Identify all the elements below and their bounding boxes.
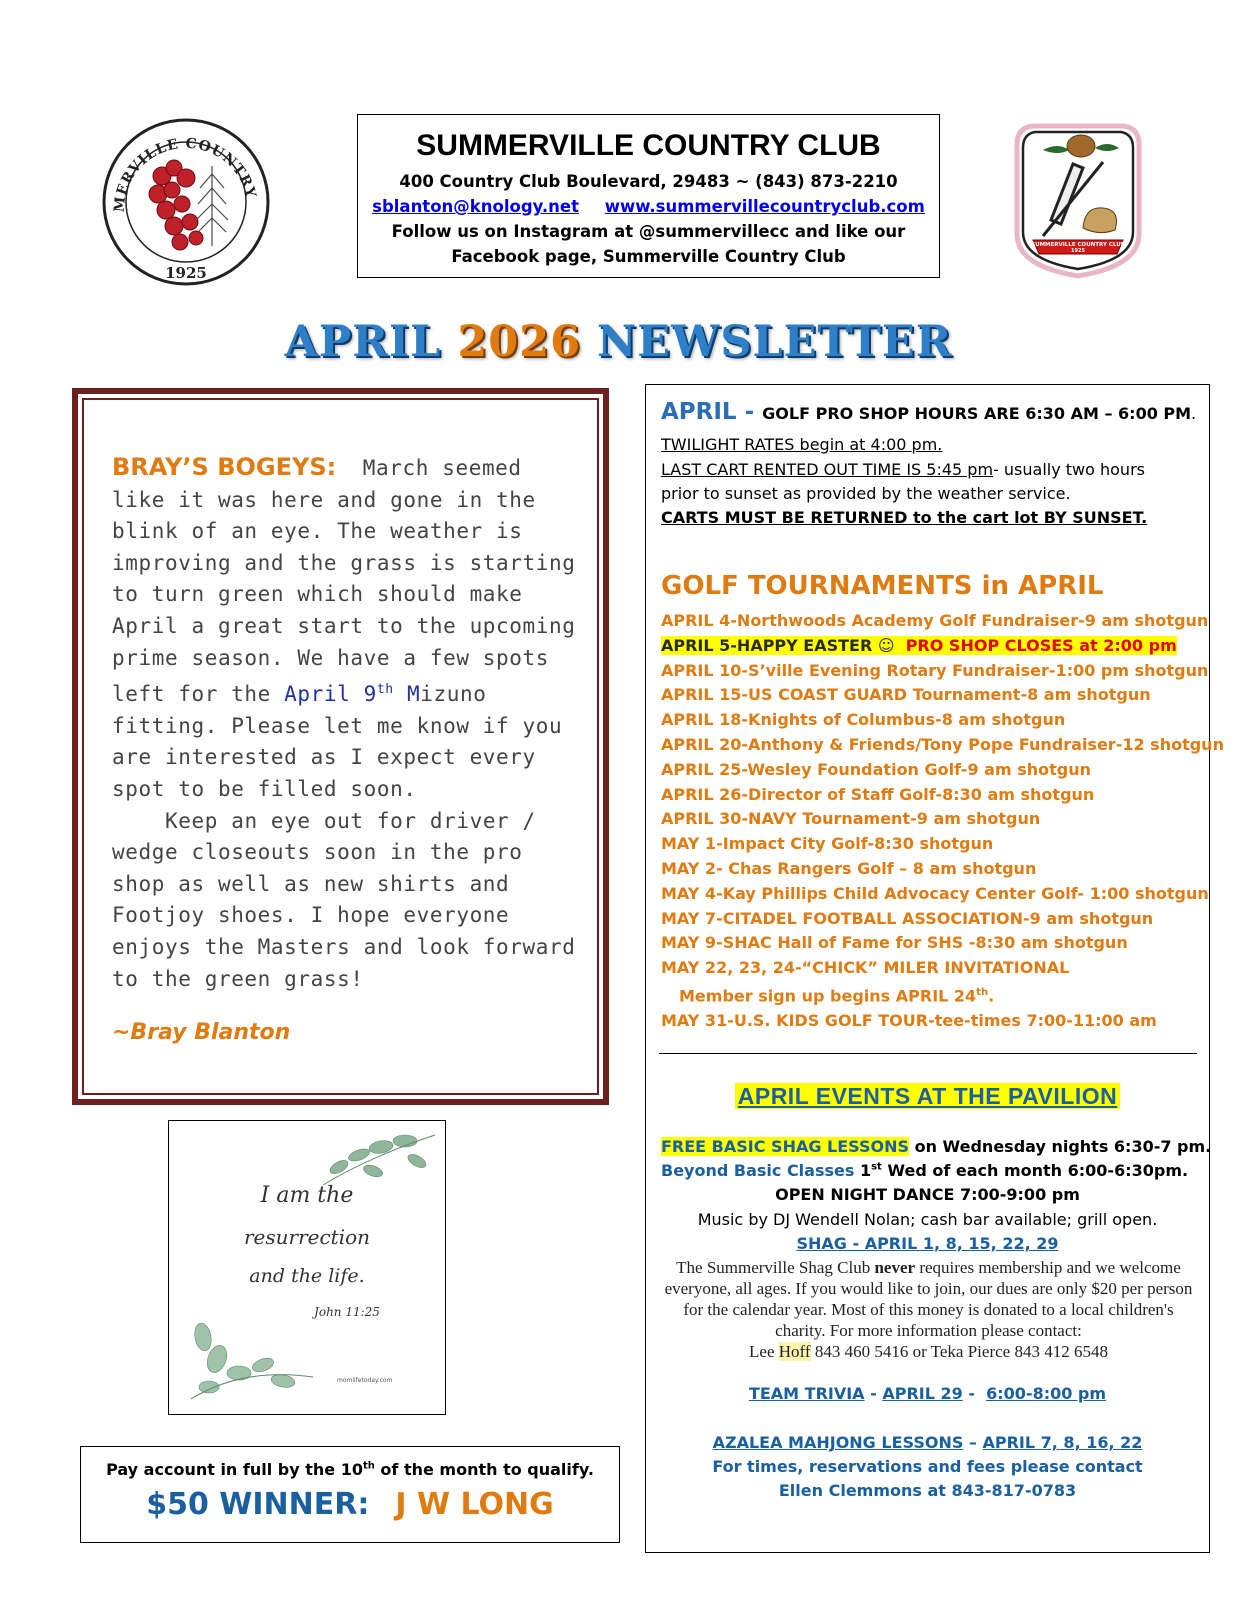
list-item: MAY 9-SHAC Hall of Fame for SHS -8:30 am shotgun <box>661 933 1128 953</box>
carts-return: CARTS MUST BE RETURNED to the cart lot BY SUNSET. <box>661 508 1148 527</box>
verse-reference: John 11:25 <box>314 1305 380 1319</box>
bray-paragraph-1b: izuno fitting. Please let me know if you are interested as I expect every spot to be filled soon. <box>112 682 563 801</box>
verse-site: momlifetoday.com <box>337 1377 393 1384</box>
crest-year: 1925 <box>1071 248 1085 254</box>
pay-line: Pay account in full by the 10th of the month to qualify. <box>106 1460 594 1479</box>
club-info-box <box>357 114 940 278</box>
title-year: 2026 <box>457 317 582 367</box>
brays-bogeys-box <box>72 388 609 1105</box>
shag-dates: SHAG - APRIL 1, 8, 15, 22, 29 <box>796 1234 1059 1253</box>
social-line-2: Facebook page, Summerville Country Club <box>451 247 846 266</box>
title-month: APRIL <box>284 317 442 367</box>
list-item: APRIL 18-Knights of Columbus-8 am shotgun <box>661 710 1066 730</box>
pro-shop-hours: APRIL - GOLF PRO SHOP HOURS ARE 6:30 AM – 6:00 PM. <box>661 399 1197 425</box>
list-item: APRIL 30-NAVY Tournament-9 am shotgun <box>661 809 1041 829</box>
pay-account-box <box>80 1446 620 1543</box>
list-item: APRIL 25-Wesley Foundation Golf-9 am shotgun <box>661 759 1091 779</box>
list-item: MAY 2- Chas Rangers Golf – 8 am shotgun <box>661 858 1037 878</box>
music-line: Music by DJ Wendell Nolan; cash bar available; grill open. <box>697 1210 1158 1229</box>
title-word: NEWSLETTER <box>597 317 953 367</box>
bray-signature: ~Bray Blanton <box>112 1020 291 1045</box>
club-name: SUMMERVILLE COUNTRY CLUB <box>416 129 881 162</box>
beyond-basic-line: Beyond Basic Classes 1st Wed of each month 6:00-6:30pm. <box>661 1161 1189 1180</box>
list-item-easter: APRIL 5-HAPPY EASTER ☺ PRO SHOP CLOSES at 2:00 pm <box>661 635 1177 655</box>
tournament-list <box>661 609 1224 1034</box>
bray-paragraph-2: Keep an eye out for driver / wedge closeouts soon in the pro shop as well as new shirts and Footjoy shoes. I hope everyone enjoys the Masters and look forward to the green grass! <box>112 808 576 991</box>
brays-bogeys-text <box>112 452 582 995</box>
list-item: MAY 7-CITADEL FOOTBALL ASSOCIATION-9 am shotgun <box>661 908 1154 928</box>
fitting-date: April 9th M <box>284 682 421 707</box>
email-link[interactable]: sblanton@knology.net <box>372 197 579 216</box>
verse-line-3: and the life. <box>249 1265 365 1287</box>
list-item: MAY 1-Impact City Golf-8:30 shotgun <box>661 834 994 854</box>
social-line-1: Follow us on Instagram at @summervillecc and like our <box>391 222 906 241</box>
twilight-rates: TWILIGHT RATES begin at 4:00 pm. <box>661 435 943 454</box>
shag-lessons-line: FREE BASIC SHAG LESSONS on Wednesday nights 6:30-7 pm. <box>661 1137 1212 1156</box>
list-item: APRIL 4-Northwoods Academy Golf Fundraiser-9 am shotgun <box>661 611 1209 630</box>
bray-paragraph-1a: March seemed like it was here and gone in the blink of an eye. The weather is improving and the grass is starting to turn green which should make April a great start to the upcoming prime season. We have a few spots left for the <box>112 456 576 707</box>
winner-line <box>81 1487 619 1522</box>
newsletter-title <box>0 317 1237 367</box>
website-link[interactable]: www.summervillecountryclub.com <box>604 197 925 216</box>
mahjong-contact-2: Ellen Clemmons at 843-817-0783 <box>778 1481 1077 1500</box>
list-item-signup: Member sign up begins APRIL 24th. <box>679 986 995 1006</box>
verse-line-2: resurrection <box>243 1225 371 1249</box>
brays-bogeys-heading: BRAY’S BOGEYS: <box>112 453 337 481</box>
list-item: MAY 31-U.S. KIDS GOLF TOUR-tee-times 7:00-11:00 am <box>661 1011 1157 1031</box>
verse-line-1: I am the <box>260 1183 354 1208</box>
shag-club-paragraph: The Summerville Shag Club never requires membership and we welcome everyone, all ages. If you would like to join, our dues are only $20 per person for the calendar year. Most of this money is donated to a local children's charity. For more information please contact: Lee Hoff 843 460 5416 or Teka Pierce 843 412 6548 <box>664 1258 1193 1361</box>
winner-name: J W LONG <box>395 1487 554 1522</box>
winner-label: $50 WINNER: <box>146 1487 370 1522</box>
list-item: APRIL 26-Director of Staff Golf-8:30 am shotgun <box>661 784 1095 804</box>
seal-year: 1925 <box>165 264 207 282</box>
list-item: MAY 22, 23, 24-“CHICK” MILER INVITATIONAL <box>661 958 1070 978</box>
right-info-box <box>645 384 1224 1553</box>
pavilion-title: APRIL EVENTS AT THE PAVILION <box>646 1083 1209 1110</box>
list-item: APRIL 15-US COAST GUARD Tournament-8 am shotgun <box>661 685 1151 705</box>
tournaments-title: GOLF TOURNAMENTS in APRIL <box>661 571 1104 601</box>
section-divider <box>659 1053 1197 1054</box>
last-cart-line: LAST CART RENTED OUT TIME IS 5:45 pm- usually two hours <box>661 460 1145 479</box>
crest-text: SUMMERVILLE COUNTRY CLUB <box>1031 242 1125 248</box>
svg-text:SUMMERVILLE COUNTRY CLUB: MERVILLE COUNTRY <box>111 135 259 213</box>
list-item: APRIL 10-S’ville Evening Rotary Fundraiser-1:00 pm shotgun <box>661 660 1209 680</box>
verse-card-image <box>168 1120 446 1415</box>
club-address: 400 Country Club Boulevard, 29483 ~ (843) 873-2210 <box>399 172 898 191</box>
open-night-dance: OPEN NIGHT DANCE 7:00-9:00 pm <box>775 1185 1080 1204</box>
club-contact-links <box>358 194 939 219</box>
mahjong-line: AZALEA MAHJONG LESSONS – APRIL 7, 8, 16, 22 <box>712 1433 1143 1452</box>
last-cart-line-2: prior to sunset as provided by the weather service. <box>661 484 1071 503</box>
list-item: APRIL 20-Anthony & Friends/Tony Pope Fundraiser-12 shotgun <box>661 734 1224 754</box>
mahjong-contact-1: For times, reservations and fees please contact <box>712 1457 1143 1476</box>
leaves-bottom-icon <box>183 1307 323 1407</box>
team-trivia-line: TEAM TRIVIA - APRIL 29 - 6:00-8:00 pm <box>748 1384 1107 1403</box>
club-crest-logo <box>1003 116 1153 282</box>
club-seal-logo <box>100 118 272 286</box>
list-item: MAY 4-Kay Phillips Child Advocacy Center Golf- 1:00 shotgun <box>661 883 1209 903</box>
